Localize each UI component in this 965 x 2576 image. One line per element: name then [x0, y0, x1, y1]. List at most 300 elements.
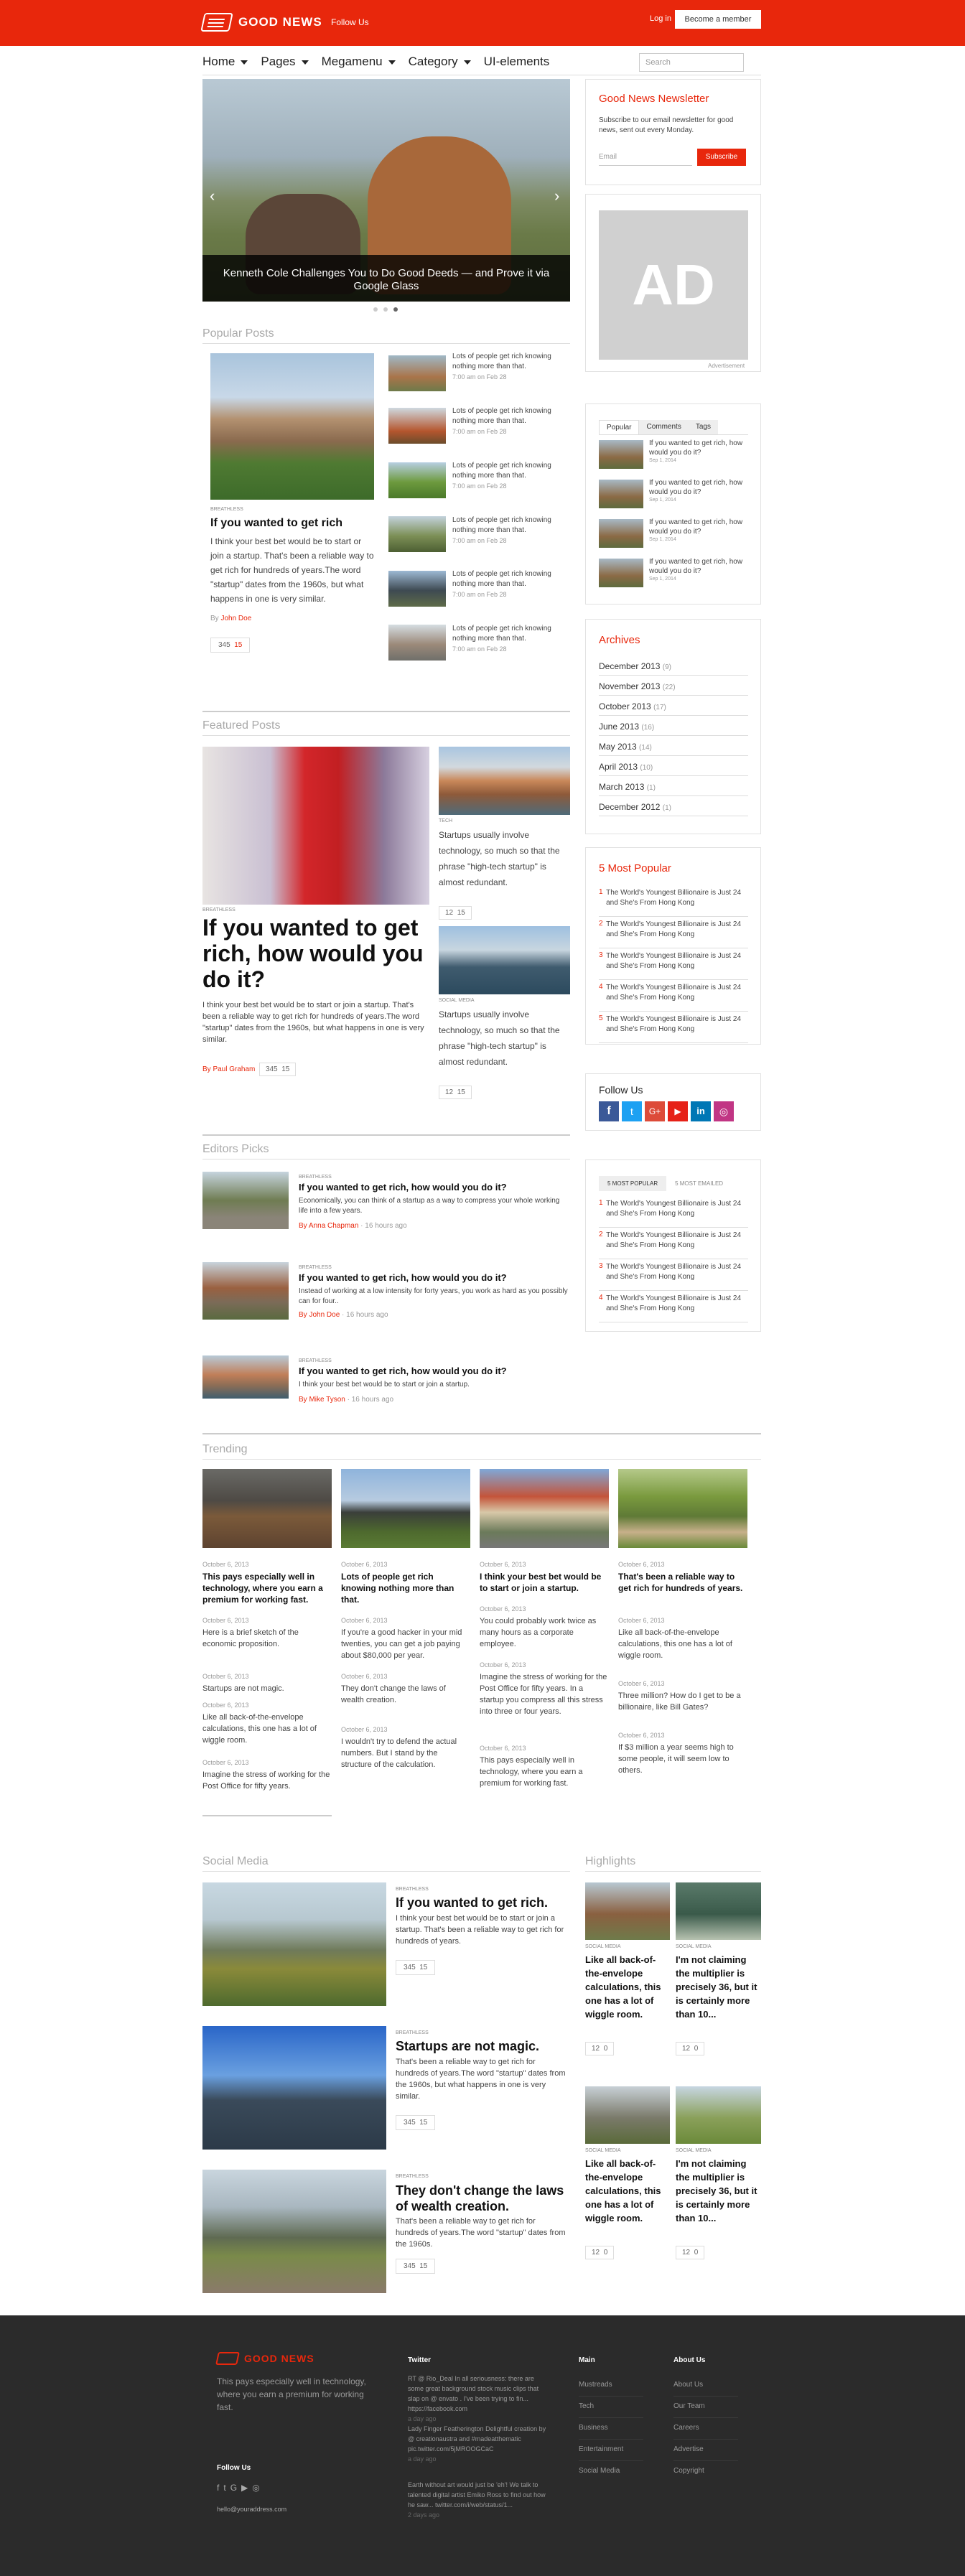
featured-main-title[interactable]: If you wanted to get rich, how would you do it? — [202, 915, 424, 992]
tweet — [408, 2374, 551, 2424]
tweet — [408, 2480, 551, 2520]
highlight-tag: SOCIAL MEDIA — [676, 1944, 712, 1949]
highlight-title[interactable]: Like all back-of-the-envelope calculations, this one has a lot of wiggle room. — [585, 2158, 661, 2223]
archive-label: December 2013 — [599, 661, 661, 671]
featured-main-stats — [259, 1063, 296, 1076]
facebook-icon[interactable]: f — [217, 2483, 220, 2493]
highlight-stats — [585, 2246, 614, 2259]
archive-label: May 2013 — [599, 742, 637, 752]
most-popular-list — [599, 885, 748, 1043]
editors-byline: By John Doe · 16 hours ago — [299, 1311, 388, 1319]
stat-views: 12 — [592, 2045, 600, 2053]
footer-link[interactable]: Advertise — [673, 2440, 738, 2461]
tab-thumb[interactable] — [599, 440, 643, 469]
brand-name: GOOD NEWS — [238, 15, 322, 29]
social-title[interactable]: Startups are not magic. — [396, 2039, 540, 2053]
social-image[interactable] — [202, 1882, 386, 2006]
item-rank: 4 — [599, 983, 603, 991]
highlight-stats — [585, 2042, 614, 2055]
nav-home[interactable]: Home — [202, 55, 248, 69]
item-rank: 2 — [599, 1231, 603, 1238]
tweet-time: 2 days ago — [408, 2511, 440, 2519]
most-popular-item[interactable] — [599, 917, 748, 948]
popular-item-time: 7:00 am on Feb 28 — [452, 428, 507, 435]
trending-entry[interactable]: This pays especially well in technology, where you earn a premium for working fast. — [480, 1756, 583, 1788]
archive-item[interactable] — [599, 655, 748, 676]
item-text: The World's Youngest Billionaire is Just 24 and She's From Hong Kong — [606, 952, 742, 970]
byline-by: By — [299, 1311, 307, 1319]
most-popular-item[interactable] — [599, 885, 748, 917]
highlight-image[interactable] — [585, 2086, 670, 2144]
follow-widget — [585, 1073, 761, 1131]
stat-comments[interactable]: 15 — [419, 2262, 428, 2270]
footer-tagline: This pays especially well in technology, where you earn a premium for working fast. — [217, 2376, 366, 2412]
popular-main-stats — [210, 638, 250, 653]
editors-text: Economically, you can think of a startup as a way to compress your whole working life into a few years. — [299, 1197, 560, 1215]
archive-count: (1) — [662, 804, 671, 812]
featured-side-image[interactable] — [439, 747, 570, 815]
tabs-widget — [585, 403, 761, 605]
archive-item[interactable] — [599, 676, 748, 696]
archive-count: (16) — [641, 724, 655, 732]
top-bar — [0, 0, 965, 46]
archives-title: Archives — [599, 634, 640, 646]
archive-item[interactable] — [599, 796, 748, 816]
tab-popular[interactable]: Popular — [599, 420, 639, 434]
trending-title[interactable]: Lots of people get rich knowing nothing more than that. — [341, 1572, 454, 1605]
stat-comments[interactable]: 0 — [603, 2249, 608, 2257]
item-text: The World's Youngest Billionaire is Just 24 and She's From Hong Kong — [606, 984, 742, 1002]
social-text: I think your best bet would be to start or join a startup. That's been a reliable way to get rich for hundreds of years. — [396, 1914, 564, 1946]
tweet-time: a day ago — [408, 2415, 437, 2422]
footer-link[interactable]: Entertainment — [579, 2440, 643, 2461]
nav-megamenu[interactable]: Megamenu — [322, 55, 396, 69]
section-title-popular: Popular Posts — [202, 327, 274, 340]
featured-side-text[interactable]: Startups usually involve technology, so much so that the phrase "high-tech startup" is almost redundant. — [439, 1009, 560, 1067]
popular-main-byline — [210, 615, 251, 622]
stat-views: 12 — [682, 2249, 691, 2257]
stat-views: 12 — [592, 2249, 600, 2257]
most-tabs-tabs — [599, 1176, 732, 1191]
highlight-stats — [676, 2246, 704, 2259]
trending-entry-date: October 6, 2013 — [341, 1617, 388, 1624]
editors-text: Instead of working at a low intensity for forty years, you work as hard as you possibly can for four.. — [299, 1287, 568, 1305]
editors-tag: BREATHLESS — [299, 1175, 332, 1180]
popular-item-title[interactable]: Lots of people get rich knowing nothing more than that. — [452, 570, 551, 588]
item-rank: 1 — [599, 888, 603, 896]
stat-views: 345 — [265, 1065, 278, 1073]
trending-date: October 6, 2013 — [341, 1561, 388, 1568]
most-tabs-widget — [585, 1159, 761, 1332]
youtube-icon[interactable]: ▶ — [668, 1101, 688, 1121]
trending-title[interactable]: This pays especially well in technology, where you earn a premium for working fast. — [202, 1572, 323, 1605]
archives-list — [599, 655, 748, 816]
stat-views: 345 — [218, 641, 230, 649]
highlight-image[interactable] — [676, 2086, 761, 2144]
most-tabs-item[interactable] — [599, 1259, 748, 1291]
archive-label: December 2012 — [599, 802, 661, 812]
tab-item-title[interactable]: If you wanted to get rich, how would you do it? — [649, 439, 743, 457]
login-link[interactable]: Log in — [650, 14, 671, 23]
facebook-icon[interactable]: f — [599, 1101, 619, 1121]
stat-comments[interactable]: 15 — [234, 641, 243, 649]
social-title[interactable]: If you wanted to get rich. — [396, 1895, 549, 1910]
item-text: The World's Youngest Billionaire is Just 24 and She's From Hong Kong — [606, 1263, 742, 1281]
tab-item-date: Sep 1, 2014 — [649, 537, 676, 542]
editors-time: 16 hours ago — [365, 1222, 407, 1230]
item-text: The World's Youngest Billionaire is Just 24 and She's From Hong Kong — [606, 1294, 742, 1312]
tab-item-title[interactable]: If you wanted to get rich, how would you do it? — [649, 558, 743, 575]
hero-slider[interactable] — [202, 79, 570, 302]
featured-main-byline — [202, 1065, 296, 1073]
item-rank: 2 — [599, 920, 603, 928]
archive-count: (17) — [653, 704, 666, 711]
brand-logo[interactable] — [202, 13, 322, 32]
footer-link[interactable]: Copyright — [673, 2467, 704, 2475]
trending-entry-date: October 6, 2013 — [202, 1617, 249, 1624]
section-divider — [202, 711, 570, 712]
instagram-icon[interactable]: ◎ — [714, 1101, 734, 1121]
editors-thumb[interactable] — [202, 1262, 289, 1320]
trending-date: October 6, 2013 — [202, 1561, 249, 1568]
trending-entry-date: October 6, 2013 — [618, 1617, 665, 1624]
google-plus-icon[interactable]: G — [230, 2483, 238, 2493]
tab-item-title[interactable]: If you wanted to get rich, how would you do it? — [649, 518, 743, 536]
featured-main-image[interactable] — [202, 747, 429, 905]
chevron-right-icon[interactable]: › — [554, 187, 560, 205]
popular-thumb[interactable] — [388, 462, 446, 498]
tweet-text[interactable]: Earth without art would just be 'eh'! We talk to talented digital artist Emiko Ross to find out how he saw... twitter.com/i/web/status/1... — [408, 2481, 546, 2509]
tab-thumb[interactable] — [599, 519, 643, 548]
tab-item-title[interactable]: If you wanted to get rich, how would you do it? — [649, 479, 743, 496]
trending-image[interactable] — [202, 1469, 332, 1548]
featured-side-stats — [439, 1086, 472, 1099]
tab-most-emailed[interactable]: 5 MOST EMAILED — [675, 1180, 724, 1187]
trending-image[interactable] — [341, 1469, 470, 1548]
linkedin-icon[interactable]: in — [691, 1101, 711, 1121]
most-popular-item[interactable] — [599, 948, 748, 980]
stat-comments[interactable]: 15 — [281, 1065, 290, 1073]
nav-ui-elements[interactable]: UI-elements — [483, 55, 550, 68]
footer-email[interactable]: hello@youraddress.com — [217, 2506, 287, 2513]
featured-main-text: I think your best bet would be to start or join a startup. That's been a reliable way to get rich for hundreds of years.The word "startup" dates from the 1960s, but what happens in one is very similar. — [202, 1001, 424, 1044]
tab-item-date: Sep 1, 2014 — [649, 458, 676, 463]
stat-comments[interactable]: 0 — [694, 2249, 699, 2257]
editors-tag: BREATHLESS — [299, 1265, 332, 1270]
slider-dots — [373, 307, 398, 312]
social-icons — [599, 1101, 734, 1121]
featured-side-text[interactable]: Startups usually involve technology, so much so that the phrase "high-tech startup" is almost redundant. — [439, 830, 560, 887]
newspaper-icon — [200, 13, 233, 32]
trending-entry[interactable]: You could probably work twice as many hours as a corporate employee. — [480, 1617, 597, 1648]
newsletter-title: Good News Newsletter — [599, 93, 709, 105]
tab-item-date: Sep 1, 2014 — [649, 577, 676, 582]
highlight-title[interactable]: I'm not claiming the multiplier is precisely 36, but it is certainly more than 10... — [676, 2158, 757, 2223]
trending-entry[interactable]: If $3 million a year seems high to some people, it will seem low to others. — [618, 1743, 734, 1775]
footer-link[interactable]: Mustreads — [579, 2375, 643, 2397]
most-popular-widget — [585, 847, 761, 1045]
archive-count: (22) — [662, 683, 676, 691]
editors-time: 16 hours ago — [346, 1311, 388, 1319]
tab-most-popular[interactable]: 5 MOST POPULAR — [599, 1176, 666, 1191]
trending-entry-date: October 6, 2013 — [480, 1605, 526, 1613]
stat-comments[interactable]: 15 — [419, 2119, 428, 2127]
footer-main-title: Main — [579, 2356, 595, 2364]
social-tag: BREATHLESS — [396, 2174, 429, 2179]
social-stats — [396, 1960, 435, 1975]
highlight-image[interactable] — [676, 1882, 761, 1940]
twitter-icon[interactable]: t — [223, 2483, 226, 2493]
social-stats — [396, 2115, 435, 2130]
popular-item-time: 7:00 am on Feb 28 — [452, 645, 507, 653]
item-text: The World's Youngest Billionaire is Just 24 and She's From Hong Kong — [606, 920, 742, 938]
trending-entry[interactable]: Here is a brief sketch of the economic proposition. — [202, 1628, 299, 1648]
popular-item-time: 7:00 am on Feb 28 — [452, 537, 507, 544]
stat-views: 12 — [682, 2045, 691, 2053]
section-divider — [585, 1871, 761, 1872]
item-rank: 5 — [599, 1014, 603, 1022]
trending-entry-date: October 6, 2013 — [618, 1680, 665, 1687]
newsletter-widget — [585, 79, 761, 185]
section-divider — [202, 343, 570, 344]
stat-views: 345 — [404, 2119, 416, 2127]
archive-label: June 2013 — [599, 722, 640, 732]
section-title-editors: Editors Picks — [202, 1143, 269, 1155]
archive-item[interactable] — [599, 776, 748, 796]
item-rank: 4 — [599, 1294, 603, 1302]
trending-title[interactable]: That's been a reliable way to get rich for hundreds of years. — [618, 1572, 743, 1593]
editors-thumb[interactable] — [202, 1355, 289, 1399]
stat-views: 12 — [445, 909, 454, 917]
tab-thumb[interactable] — [599, 559, 643, 587]
trending-date: October 6, 2013 — [618, 1561, 665, 1568]
most-popular-item[interactable] — [599, 980, 748, 1012]
popular-item-title[interactable]: Lots of people get rich knowing nothing more than that. — [452, 407, 551, 425]
editors-tag: BREATHLESS — [299, 1358, 332, 1363]
popular-main-title[interactable]: If you wanted to get rich — [210, 517, 343, 529]
archive-item[interactable] — [599, 736, 748, 756]
archive-count: (14) — [639, 744, 652, 752]
footer-logo[interactable] — [217, 2352, 314, 2365]
footer-about-title: About Us — [673, 2356, 706, 2364]
popular-item-title[interactable]: Lots of people get rich knowing nothing more than that. — [452, 625, 551, 643]
footer-follow-title: Follow Us — [217, 2464, 251, 2472]
editors-time: 16 hours ago — [351, 1396, 394, 1404]
popular-main-tag: BREATHLESS — [210, 507, 243, 512]
section-title-trending: Trending — [202, 1443, 248, 1455]
follow-us-link[interactable]: Follow Us — [331, 17, 369, 27]
editors-title[interactable]: If you wanted to get rich, how would you do it? — [299, 1182, 507, 1193]
footer-link[interactable]: Our Team — [673, 2397, 738, 2418]
highlight-stats — [676, 2042, 704, 2055]
section-divider — [202, 735, 570, 736]
featured-side-tag: TECH — [439, 818, 453, 823]
trending-entry-date: October 6, 2013 — [618, 1732, 665, 1739]
stat-comments[interactable]: 0 — [603, 2045, 608, 2053]
trending-entry[interactable]: Startups are not magic. — [202, 1684, 284, 1693]
most-popular-item[interactable] — [599, 1012, 748, 1043]
slider-dot[interactable] — [393, 307, 398, 312]
most-tabs-item[interactable] — [599, 1291, 748, 1322]
author-link[interactable]: Mike Tyson — [309, 1396, 345, 1404]
newspaper-icon — [215, 2352, 240, 2365]
nav-pages[interactable]: Pages — [261, 55, 308, 69]
popular-item-time: 7:00 am on Feb 28 — [452, 591, 507, 598]
tab-comments[interactable]: Comments — [639, 420, 688, 434]
newsletter-text: Subscribe to our email newsletter for good news, sent out every Monday. — [599, 116, 734, 134]
archive-item[interactable] — [599, 716, 748, 736]
item-text: The World's Youngest Billionaire is Just 24 and She's From Hong Kong — [606, 1231, 742, 1249]
footer-brand: GOOD NEWS — [244, 2353, 314, 2364]
section-divider — [202, 1459, 761, 1460]
featured-side-stats — [439, 906, 472, 920]
slider-dot[interactable] — [383, 307, 388, 312]
social-text: That's been a reliable way to get rich for hundreds of years.The word "startup" dates from the 1960s, but what happens in one is very similar. — [396, 2058, 566, 2101]
editors-byline: By Mike Tyson · 16 hours ago — [299, 1396, 394, 1404]
trending-entry[interactable]: I wouldn't try to defend the actual numbers. But I stand by the structure of the calculation. — [341, 1737, 457, 1769]
archive-item[interactable] — [599, 756, 748, 776]
tweet-text[interactable]: Lady Finger Featherington Delightful creation by @ creationaustra and #madeatthematic pic.twitter.com/5jMROOGCaC — [408, 2425, 546, 2453]
item-text: The World's Youngest Billionaire is Just 24 and She's From Hong Kong — [606, 1015, 742, 1033]
byline-by: By — [202, 1065, 211, 1073]
section-divider — [202, 1815, 332, 1816]
footer-social-icons — [217, 2483, 260, 2493]
search-input[interactable]: Search — [639, 53, 744, 72]
trending-title[interactable]: I think your best bet would be to start or join a startup. — [480, 1572, 602, 1593]
popular-main-image[interactable] — [210, 353, 374, 500]
tab-tags[interactable]: Tags — [689, 420, 718, 434]
trending-entry[interactable]: Three million? How do I get to be a billionaire, like Bill Gates? — [618, 1691, 741, 1712]
twitter-icon[interactable]: t — [622, 1101, 642, 1121]
ad-placeholder[interactable]: AD — [599, 210, 748, 360]
editors-title[interactable]: If you wanted to get rich, how would you do it? — [299, 1366, 507, 1376]
tweet-time: a day ago — [408, 2455, 437, 2463]
featured-side-image[interactable] — [439, 926, 570, 994]
nav-category[interactable]: Category — [409, 55, 471, 69]
slider-dot[interactable] — [373, 307, 378, 312]
footer-twitter-title: Twitter — [408, 2356, 432, 2364]
social-image[interactable] — [202, 2026, 386, 2150]
archive-item[interactable] — [599, 696, 748, 716]
popular-item-title[interactable]: Lots of people get rich knowing nothing more than that. — [452, 353, 551, 370]
main-nav — [202, 55, 549, 69]
trending-entry-date: October 6, 2013 — [202, 1759, 249, 1766]
trending-entry[interactable]: They don't change the laws of wealth creation. — [341, 1684, 446, 1704]
trending-entry-date: October 6, 2013 — [341, 1673, 388, 1680]
trending-entry-date: October 6, 2013 — [480, 1745, 526, 1752]
editors-text: I think your best bet would be to start or join a startup. — [299, 1381, 470, 1389]
stat-comments[interactable]: 0 — [694, 2045, 699, 2053]
footer-link[interactable]: Tech — [579, 2397, 643, 2418]
tabs-divider — [599, 434, 748, 435]
email-field[interactable]: Email — [599, 149, 692, 166]
subscribe-button[interactable]: Subscribe — [697, 149, 746, 166]
popular-thumb[interactable] — [388, 625, 446, 661]
social-title[interactable]: They don't change the laws of wealth creation. — [396, 2183, 564, 2213]
trending-entry[interactable]: Imagine the stress of working for the Post Office for fifty years. In a startup you compress all this stress into three or four years. — [480, 1673, 607, 1716]
popular-item-time: 7:00 am on Feb 28 — [452, 482, 507, 490]
instagram-icon[interactable]: ◎ — [252, 2483, 260, 2493]
archive-count: (10) — [640, 764, 653, 772]
editors-thumb[interactable] — [202, 1172, 289, 1229]
trending-entry[interactable]: Like all back-of-the-envelope calculations, this one has a lot of wiggle room. — [202, 1713, 317, 1745]
item-text: The World's Youngest Billionaire is Just 24 and She's From Hong Kong — [606, 889, 742, 907]
become-member-button[interactable]: Become a member — [675, 10, 761, 29]
stat-comments[interactable]: 15 — [419, 1964, 428, 1971]
highlight-image[interactable] — [585, 1882, 670, 1940]
author-link[interactable]: Anna Chapman — [308, 1222, 359, 1230]
item-rank: 3 — [599, 951, 603, 959]
highlight-tag: SOCIAL MEDIA — [585, 1944, 621, 1949]
stat-comments[interactable]: 15 — [457, 909, 465, 917]
author-link[interactable]: Paul Graham — [213, 1065, 256, 1073]
tabs-widget-tabs — [599, 420, 718, 434]
trending-entry[interactable]: Imagine the stress of working for the Post Office for fifty years. — [202, 1770, 330, 1791]
popular-item-title[interactable]: Lots of people get rich knowing nothing more than that. — [452, 462, 551, 480]
tab-item-date: Sep 1, 2014 — [649, 498, 676, 503]
follow-title: Follow Us — [599, 1084, 643, 1096]
popular-thumb[interactable] — [388, 355, 446, 391]
trending-image[interactable] — [618, 1469, 747, 1548]
author-link[interactable]: John Doe — [309, 1311, 340, 1319]
item-rank: 1 — [599, 1199, 603, 1207]
footer-link[interactable]: About Us — [673, 2375, 738, 2397]
byline-by: By — [210, 615, 219, 622]
popular-item-title[interactable]: Lots of people get rich knowing nothing more than that. — [452, 516, 551, 534]
stat-views: 345 — [404, 1964, 416, 1971]
editors-title[interactable]: If you wanted to get rich, how would you do it? — [299, 1272, 507, 1283]
highlight-title[interactable]: Like all back-of-the-envelope calculations, this one has a lot of wiggle room. — [585, 1954, 661, 2020]
item-rank: 3 — [599, 1262, 603, 1270]
tweet-text[interactable]: RT @ Rio_Deal In all seriousness: there are some great background stock music clips that slap on @ envato . I've been trying to fin... https://facebook.com — [408, 2375, 539, 2412]
trending-entry[interactable]: Like all back-of-the-envelope calculations, this one has a lot of wiggle room. — [618, 1628, 732, 1660]
most-tabs-item[interactable] — [599, 1228, 748, 1259]
author-link[interactable]: John Doe — [220, 615, 252, 622]
social-image[interactable] — [202, 2170, 386, 2293]
google-plus-icon[interactable]: G+ — [645, 1101, 665, 1121]
footer-link[interactable]: Careers — [673, 2418, 738, 2440]
trending-entry[interactable]: If you're a good hacker in your mid twenties, you can get a job paying about $80,000 per year. — [341, 1628, 462, 1660]
section-title-featured: Featured Posts — [202, 719, 281, 732]
social-tag: BREATHLESS — [396, 2030, 429, 2035]
trending-date: October 6, 2013 — [480, 1561, 526, 1568]
archives-widget — [585, 619, 761, 834]
footer-link[interactable]: Social Media — [579, 2467, 620, 2475]
highlight-title[interactable]: I'm not claiming the multiplier is precisely 36, but it is certainly more than 10... — [676, 1954, 757, 2020]
archive-label: November 2013 — [599, 681, 661, 691]
ad-caption: Advertisement — [708, 363, 745, 369]
section-divider — [202, 1871, 570, 1872]
trending-entry-date: October 6, 2013 — [202, 1702, 249, 1709]
trending-entry-date: October 6, 2013 — [480, 1661, 526, 1669]
tab-thumb[interactable] — [599, 480, 643, 508]
featured-side-tag: SOCIAL MEDIA — [439, 998, 475, 1003]
slider-caption[interactable]: Kenneth Cole Challenges You to Do Good Deeds — and Prove it via Google Glass — [223, 267, 550, 292]
popular-thumb[interactable] — [388, 516, 446, 552]
chevron-left-icon[interactable]: ‹ — [210, 187, 215, 205]
social-text: That's been a reliable way to get rich for hundreds of years.The word "startup" dates from the 1960s. — [396, 2217, 566, 2249]
most-tabs-item[interactable] — [599, 1196, 748, 1228]
byline-by: By — [299, 1222, 307, 1230]
youtube-icon[interactable]: ▶ — [241, 2483, 248, 2493]
footer-about-links — [673, 2375, 738, 2483]
footer-link[interactable]: Business — [579, 2418, 643, 2440]
popular-thumb[interactable] — [388, 571, 446, 607]
highlight-tag: SOCIAL MEDIA — [585, 2148, 621, 2153]
trending-image[interactable] — [480, 1469, 609, 1548]
stat-comments[interactable]: 15 — [457, 1088, 465, 1096]
popular-thumb[interactable] — [388, 408, 446, 444]
